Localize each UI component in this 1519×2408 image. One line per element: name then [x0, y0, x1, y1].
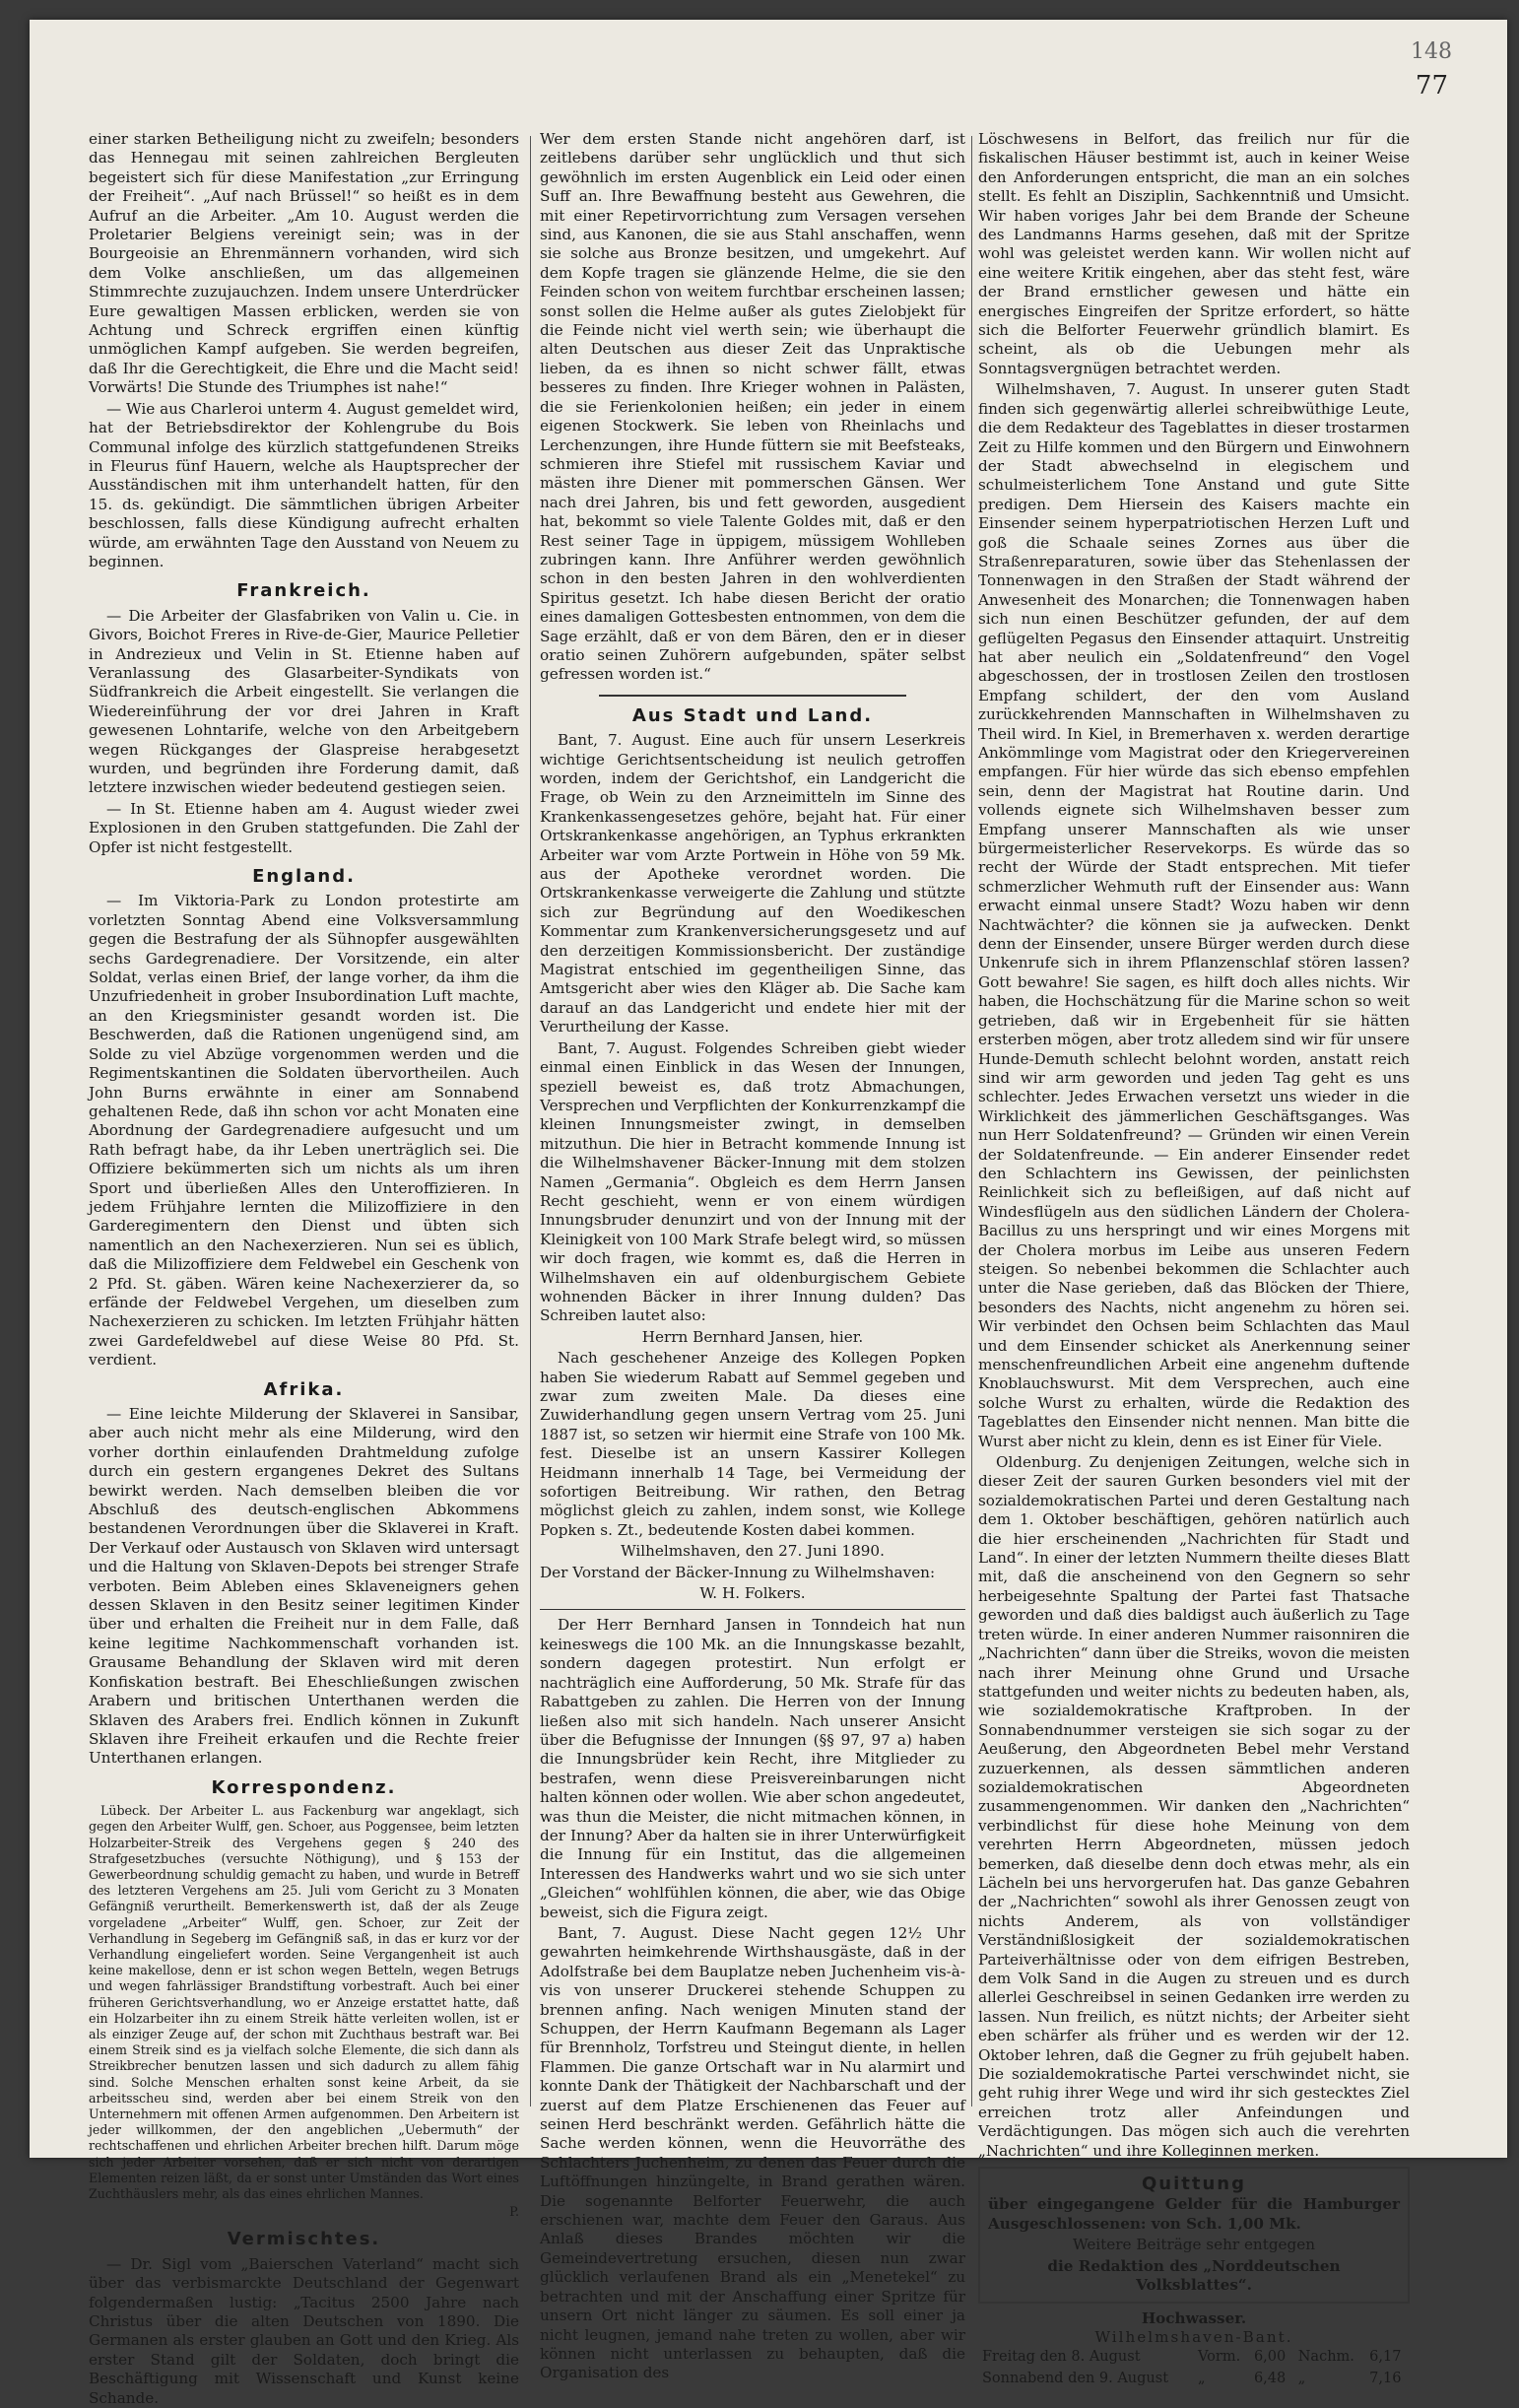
tide-value: 7,16	[1369, 2370, 1402, 2386]
tide-table	[978, 2347, 1410, 2389]
column-middle	[540, 130, 965, 2382]
tide-label: „	[1198, 2370, 1206, 2386]
receipt-box	[978, 2167, 1410, 2303]
article-text: — Eine leichte Milderung der Sklaverei in Sansibar, aber auch nicht mehr als eine Milderung, wird den vorher dorthin einlaufenden Drahtmeldung zufolge durch ein gestern ergangenes Dekret des Sultans bewirkt werden. Nach demselben bleiben die vor Abschluß des deutsch-englischen Abkommens bestandenen Verordnungen über die Sklaverei in Kraft. Der Verkauf oder Austausch von Sklaven wird untersagt und die Haltung von Sklaven-Depots bei strenger Strafe verboten. Beim Ableben eines Sklaveneigners gehen dessen Sklaven in den Besitz seiner legitimen Kinder über und erhalten die Freiheit nur in dem Falle, daß keine legitime Nachkommenschaft vorhanden ist. Grausame Behandlung der Sklaven wird mit deren Konfiskation bestraft. Bei Eheschließungen zwischen Arabern und britischen Unterthanen werden die Sklaven des Arabers frei. Endlich können in Zukunft Sklaven ihre Freiheit erkaufen und die Rechte freier Unterthanen erlangen.	[89, 1405, 519, 1768]
correspondence-block	[89, 1803, 519, 2220]
column-left	[89, 130, 519, 2407]
author-initial: P.	[509, 2204, 519, 2220]
tide-value: 6,48	[1253, 2370, 1287, 2386]
receipt-heading: Quittung	[1141, 2174, 1246, 2195]
letter-date: Wilhelmshaven, den 27. Juni 1890.	[621, 1542, 885, 1561]
section-heading-afrika: Afrika.	[263, 1378, 345, 1400]
section-heading-vermischtes: Vermischtes.	[227, 2229, 381, 2250]
tide-row	[978, 2347, 1410, 2368]
tide-value: 6,17	[1369, 2349, 1402, 2366]
column-rule	[971, 136, 972, 2107]
article-text: Bant, 7. August. Eine auch für unsern Leserkreis wichtige Gerichtsentscheidung ist neulich getroffen worden, indem der Gerichtshof, ein Landgericht die Frage, ob Wein zu den Arzneimitteln im Sinne des Krankenkassengesetzes gehöre, bejaht hat. Für einer Ortskrankenkasse angehörigen, an Typhus erkrankten Arbeiter war vom Arzte Portwein in Höhe von 59 Mk. aus der Apotheke verordnet worden. Die Ortskrankenkasse verweigerte die Zahlung und stützte sich zur Begründung auf den Woedikeschen Kommentar zum Krankenversicherungsgesetz und auf den derzeitigen Kommissionsbericht. Der zuständige Magistrat entschied im gegentheiligen Sinne, das Amtsgericht aber wies den Kläger ab. Die Sache kam darauf an das Landgericht und endete hier mit der Verurtheilung der Kasse.	[540, 731, 965, 1037]
section-heading-stadt-und-land: Aus Stadt und Land.	[631, 704, 874, 726]
receipt-line: über eingegangene Gelder für die Hamburger Ausgeschlossenen: von Sch. 1,00 Mk.	[988, 2195, 1400, 2233]
page-corner-mark: 148	[1411, 39, 1452, 64]
article-text: Löschwesens in Belfort, das freilich nur für die fiskalischen Häuser bestimmt ist, auch in keiner Weise den Anforderungen entspricht, die man an ein solches stellt. Es fehlt an Disziplin, Sachkenntniß und Umsicht. Wir haben voriges Jahr bei dem Brande der Scheune des Landmanns Harms gesehen, daß mit der Spritze wohl was geleistet werden kann. Wir wollen nicht auf eine weitere Kritik eingehen, aber das steht fest, wäre der Brand ernstlicher gewesen und hätte ein energisches Eingreifen der Spritze erfordert, so hätte sich die Belforter Feuerwehr gründlich blamirt. Es scheint, als ob die Uebungen mehr als Sonntagsvergnügen betrachtet werden.	[978, 130, 1410, 377]
article-text: Lübeck. Der Arbeiter L. aus Fackenburg war angeklagt, sich gegen den Arbeiter Wulff, gen. Schoer, aus Poggensee, beim letzten Holzarbeiter-Streik des Vergehens gegen § 240 des Strafgesetzbuches (versuchte Nöthigung), und § 153 der Gewerbeordnung schuldig gemacht zu haben, und wurde in Betreff des letzteren Vergehens am 25. Juli vom Gericht zu 3 Monaten Gefängniß verurtheilt. Bemerkenswerth ist, daß der als Zeuge vorgeladene „Arbeiter“ Wulff, gen. Schoer, zur Zeit der Verhandlung in Segeberg im Gefängniß saß, in das er kurz vor der Verhandlung eingeliefert worden. Seine Vergangenheit ist auch keine makellose, denn er ist schon wegen Betteln, wegen Betrugs und wegen fahrlässiger Brandstiftung vorbestraft. Auch bei einer früheren Gerichtsverhandlung, wo er Anzeige erstattet hatte, daß ein Holzarbeiter ihn zu einem Streik hätte verleiten wollen, ist er als einziger Zeuge auf, der schon mit Zuchthaus bestraft war. Bei einem Streik sind es ja vielfach solche Elemente, die sich dann als Streikbrecher benutzen lassen und sich dadurch zu allem fähig sind. Solche Menschen erhalten sonst keine Arbeit, da sie arbeitsscheu sind, werden aber bei einem Streik von den Unternehmern mit offenen Armen aufgenommen. Den Arbeitern ist jeder willkommen, der den angeblichen „Uebermuth“ der rechtschaffenen und ehrlichen Arbeiter brechen hilft. Darum möge sich jeder Arbeiter vorsehen, daß er sich nicht von derartigen Elementen reizen läßt, da er sonst unter Umständen das Wort eines Zuchthäuslers mehr, als das eines ehrlichen Mannes.	[89, 1803, 519, 2201]
page-number: 77	[1415, 71, 1448, 100]
letter-body: Nach geschehener Anzeige des Kollegen Popken haben Sie wiederum Rabatt auf Semmel gegeben und zwar zum zweiten Male. Da dieses eine Zuwiderhandlung gegen unsern Vertrag vom 25. Juni 1887 ist, so setzen wir hiermit eine Strafe von 100 Mk. fest. Dieselbe ist an unsern Kassirer Kollegen Heidmann innerhalb 14 Tage, bei Vermeidung der sofortigen Beitreibung. Wir rathen, den Betrag möglichst gleich zu zahlen, indem sonst, wie Kollege Popken s. Zt., bedeutende Kosten dabei kommen.	[540, 1349, 965, 1539]
column-right	[978, 130, 1410, 2386]
article-text: — Die Arbeiter der Glasfabriken von Valin u. Cie. in Givors, Boichot Freres in Rive-de-Gier, Maurice Pelletier in Andrezieux und Velin in St. Etienne haben auf Veranlassung des Glasarbeiter-Syndikats von Südfrankreich die Arbeit eingestellt. Sie verlangen die Wiedereinführung der vor drei Jahren in Kraft gewesenen Lohntarife, welche von den Arbeitgebern wegen Rückganges der Glaspreise herabgesetzt wurden, und begründen ihre Forderung damit, daß letztere inzwischen wieder bedeutend gestiegen seien.	[89, 606, 519, 797]
letter-addressee: Herrn Bernhard Jansen, hier.	[641, 1327, 864, 1346]
tide-label: Vorm.	[1198, 2349, 1241, 2366]
article-text: Wilhelmshaven, 7. August. In unserer guten Stadt finden sich gegenwärtig allerlei schreibwüthige Leute, die dem Redakteur des Tageblattes in dieser trostarmen Zeit zu Hilfe kommen und den Bürgern und Einwohnern der Stadt abwechselnd in elegischem und schulmeisterlichem Tone Anstand und gute Sitte predigen. Dem Hiersein des Kaisers machte ein Einsender seinem hyperpatriotischen Herzen Luft und goß die Schaale seines Zornes aus über die Straßenreparaturen, sowie über das Stehenlassen der Tonnenwagen in den Straßen der Stadt während der Anwesenheit des Monarchen; die Tonnenwagen haben sich nun einen Beschützer gefunden, der auf dem geflügelten Pegasus den Einsender attaquirt. Unstreitig hat aber neulich ein „Soldatenfreund“ den Vogel abgeschossen, der in trostlosen Zeilen den trostlosen Empfang schildert, der den vom Ausland zurückkehrenden Mannschaften in Wilhelmshaven zu Theil wird. In Kiel, in Bremerhaven x. werden derartige Ankömmlinge vom Magistrat oder den Kriegervereinen empfangen. Für hier würde das sich ebenso empfehlen sein, denn der Magistrat hat Routine darin. Und vollends eignete sich Wilhelmshaven besser zum Empfang unserer Mannschaften als wie unser bürgermeisterlicher Reservekorps. Es würde das so recht der Würde der Stadt entsprechen. Mit tiefer schmerzlicher Wehmuth ruft der Einsender aus: Wann erwacht einmal unsere Stadt? Wozu haben wir denn Nachtwächter? die können sie ja aufwecken. Denkt denn der Einsender, unsere Bürger werden durch diese Unkenrufe sich in ihrem Pflanzenschlaf stören lassen? Gott bewahre! Sie sagen, es hilft doch alles nichts. Wir haben, die Hochschätzung für die Marine schon so weit getrieben, daß wir in Ergebenheit für sie hätten ersterben mögen, aber trotz alledem sind wir für unsere Hunde-Demuth schlecht belohnt worden, anstatt reich sind wir arm geworden und jeden Tag geht es uns schlechter. Jedes Erwachen versetzt uns wieder in die Wirklichkeit des jämmerlichen Geschäftsganges. Was nun Herr Soldatenfreund? — Gründen wir einen Verein der Soldatenfreunde. — Ein anderer Einsender redet den Schlachtern ins Gewissen, der peinlichsten Reinlichkeit sich zu befleißigen, auf daß nicht auf Windesflügeln aus den südlichen Ländern der Cholera-Bacillus zu uns herspringt und wir eines Morgens mit der Cholera morbus im Leibe aus unseren Federn steigen. So nebenbei bekommen die Schlachter auch unter die Nase gerieben, daß das Blöcken der Thiere, besonders des Nachts, nicht angenehm zu hören sei. Wir verbindet den Ochsen beim Schlachten das Maul und dem Einsender schicket als Anerkennung seiner menschenfreundlichen Arbeit eine angenehm duftende Knoblauchswurst. Mit dem Versprechen, auch eine solche Wurst zu erhalten, würde die Redaktion des Tageblattes den Einsender nicht nennen. Man bitte die Wurst aber nicht zu klein, denn es ist Einer für Viele.	[978, 380, 1410, 1450]
article-text: einer starken Betheiligung nicht zu zweifeln; besonders das Hennegau mit seinen zahlreichen Bergleuten begeistert sich für diese Manifestation „zur Erringung der Freiheit“. „Auf nach Brüssel!“ so heißt es in dem Aufruf an die Arbeiter. „Am 10. August werden die Proletarier Belgiens vereinigt sein; was in der Bourgeoisie an Ehrenmännern vorhanden, wird sich dem Volke anschließen, um das allgemeinen Stimmrechte zuzujauchzen. Indem unsere Unterdrücker Eure gewaltigen Massen erblicken, werden sie von Achtung und Schreck ergriffen einen künftig unmöglichen Kampf aufgeben. Sie werden begreifen, daß Ihr die Gerechtigkeit, die Ehre und die Macht seid! Vorwärts! Die Stunde des Triumphes ist nahe!“	[89, 130, 519, 397]
tide-label: „	[1297, 2370, 1306, 2386]
tide-label: Nachm.	[1297, 2349, 1354, 2366]
tide-day: Sonnabend den 9. August	[982, 2370, 1169, 2386]
receipt-line: Weitere Beiträge sehr entgegen	[1072, 2236, 1316, 2254]
divider	[599, 695, 906, 697]
article-text: Bant, 7. August. Folgendes Schreiben giebt wieder einmal einen Einblick in das Wesen der Innungen, speziell beweist es, daß trotz Abmachungen, Versprechen und Verpflichten der Konkurrenzkampf die kleinen Innungsmeister zwingt, in demselben mitzuthun. Die hier in Betracht kommende Innung ist die Wilhelmshavener Bäcker-Innung mit dem stolzen Namen „Germania“. Obgleich es dem Herrn Jansen Recht geschieht, wenn er von einem würdigen Innungsbruder denunzirt und von der Innung mit der Kleinigkeit von 100 Mark Strafe belegt wird, so müssen wir doch fragen, wie kommt es, daß die Herren in Wilhelmshaven ein auf oldenburgischem Gebiete wohnenden Bäcker in ihrer Innung dulden? Das Schreiben lautet also:	[540, 1038, 965, 1325]
article-text: — Wie aus Charleroi unterm 4. August gemeldet wird, hat der Betriebsdirektor der Kohlengrube du Bois Communal infolge des kürzlich stattgefundenen Streiks in Fleurus fünf Hauern, welche als Hauptsprecher der Ausständischen mit ihm unterhandelt hatten, für den 15. ds. gekündigt. Die sämmtlichen übrigen Arbeiter beschlossen, falls diese Kündigung aufrecht erhalten würde, am erwähnten Tage den Ausstand von Neuem zu beginnen.	[89, 399, 519, 570]
section-heading-korrespondenz: Korrespondenz.	[211, 1776, 397, 1798]
column-rule	[530, 136, 531, 2107]
tide-row	[978, 2369, 1410, 2389]
tide-place: Wilhelmshaven-Bant.	[1094, 2327, 1293, 2346]
receipt-line: die Redaktion des „Norddeutschen Volksblattes“.	[1047, 2256, 1341, 2295]
article-text: Wer dem ersten Stande nicht angehören darf, ist zeitlebens darüber sehr unglücklich und thut sich gewöhnlich im ersten Augenblick ein Leid oder einen Suff an. Ihre Bewaffnung besteht aus Gewehren, die mit einer Repetirvorrichtung zum Versagen versehen sind, aus Kanonen, die sie aus Stahl anschaffen, wenn sie solche aus Bronze besitzen, und umgekehrt. Auf dem Kopfe tragen sie glänzende Helme, die sie den Feinden schon von weitem furchtbar erscheinen lassen; sonst sollen die Helme außer als gutes Zielobjekt für die Feinde nicht viel werth sein; wie überhaupt die alten Deutschen aus dieser Zeit das Unpraktische lieben, da es ihnen so nicht schwer fällt, etwas besseres zu finden. Ihre Krieger wohnen in Palästen, die sie Ferienkolonien heißen; ein jeder in einem eigenen Stockwerk. Sie leben von Rheinlachs und Lerchenzungen, ihre Hunde füttern sie mit Beefsteaks, schmieren ihre Stiefel mit russischem Kaviar und mästen ihre Diener mit pommerschen Gänsen. Wer nach drei Jahren, bis und fett geworden, ausgedient hat, bekommt so viele Talente Goldes mit, daß er den Rest seiner Tage in üppigem, müssigem Wohlleben zubringen kann. Ihre Anführer werden gewöhnlich schon in den besten Jahren in den wohlverdienten Spiritus gesetzt. Ich habe diesen Bericht der oratio eines damaligen Gottesbesten entnommen, von dem die Sage erzählt, daß er von dem Bären, den er in dieser oratio seinen Zuhörern aufgebunden, später selbst gefressen worden ist.“	[540, 130, 965, 684]
tide-value: 6,00	[1253, 2349, 1287, 2366]
letter-signature: W. H. Folkers.	[699, 1584, 806, 1603]
letter-sender: Der Vorstand der Bäcker-Innung zu Wilhelmshaven:	[540, 1563, 936, 1581]
article-text: Bant, 7. August. Diese Nacht gegen 12½ Uhr gewahrten heimkehrende Wirthshausgäste, daß in der Adolfstraße bei dem Bauplatze neben Juchenheim vis-à-vis von unserer Druckerei stehende Schuppen zu brennen anfing. Nach wenigen Minuten stand der Schuppen, der Herrn Kaufmann Begemann als Lager für Brennholz, Torfstreu und Steingut diente, in hellen Flammen. Die ganze Ortschaft war in Nu alarmirt und konnte Dank der Thätigkeit der Nachbarschaft und der zuerst auf dem Platze Erschienenen das Feuer auf seinen Herd beschränkt werden. Gefährlich hätte die Sache werden können, wenn die Heuvorräthe des Schlachters Juchenheim, zu denen das Feuer durch die Luftöffnungen hinzüngelte, in Brand gerathen wären. Die sogenannte Belforter Feuerwehr, die auch erschienen war, machte dem Feuer den Garaus. Aus Anlaß dieses Brandes möchten wir die Gemeindevertretung ersuchen, diesen nun zwar glücklich verlaufenen Brand als ein „Menetekel“ zu betrachten und mit der Anschaffung einer Spritze für unsern Ort nicht länger zu säumen. Es soll einer ja nicht leugnen, jemand nahe treten zu wollen, aber wir können nicht unterlassen zu behaupten, daß die Organisation des	[540, 1923, 965, 2382]
article-text: — Im Viktoria-Park zu London protestirte am vorletzten Sonntag Abend eine Volksversammlung gegen die Bestrafung der als Sühnopfer ausgewählten sechs Gardegrenadiere. Der Vorsitzende, ein alter Soldat, verlas einen Brief, der lange vorher, da ihm die Unzufriedenheit in grober Insubordination Luft machte, an den Kriegsminister gesandt worden ist. Die Beschwerden, daß die Rationen ungenügend sind, am Solde zu viel Abzüge vorgenommen werden und die Regimentskantinen die Soldaten übervortheilen. Auch John Burns erwähnte in einer am Sonnabend gehaltenen Rede, daß ihn schon vor acht Monaten eine Abordnung der Gardegrenadiere aufgesucht und um Rath befragt habe, da ihr Leben unerträglich sei. Die Offiziere bekümmerten sich um nichts als um ihren Sport und überließen Alles den Unteroffizieren. In jedem Frühjahre lernten die Milizoffiziere in den Garderegimentern den Dienst und übten sich namentlich an den Nachexerzieren. Nun sei es üblich, daß die Milizoffiziere dem Feldwebel ein Geschenk von 2 Pfd. St. gäben. Wären keine Nachexerzierer da, so erfände der Feldwebel Vergehen, um dieselben zum Nachexerzieren zu schicken. Im letzten Frühjahr hätten zwei Gardefeldwebel auf diese Weise 80 Pfd. St. verdient.	[89, 892, 519, 1370]
newspaper-page	[30, 20, 1507, 2407]
article-text: — Dr. Sigl vom „Baierschen Vaterland“ macht sich über das verbismarckte Deutschland der Gegenwart folgendermaßen lustig: „Tacitus 2500 Jahre nach Christus über die alten Deutschen von 1890. Die Germanen als erster glauben an Gott und den Krieg. Als erster Stand gilt der Soldaten, doch bringt die Beschäftigung mit Wissenschaft und Kunst keine Schande.	[89, 2254, 519, 2407]
article-text: — In St. Etienne haben am 4. August wieder zwei Explosionen in den Gruben stattgefunden. Die Zahl der Opfer ist nicht festgestellt.	[89, 799, 519, 856]
article-text: Oldenburg. Zu denjenigen Zeitungen, welche sich in dieser Zeit der sauren Gurken besonders viel mit der sozialdemokratischen Partei und deren Gestaltung nach dem 1. Oktober beschäftigen, gehören natürlich auch die hier erscheinenden „Nachrichten für Stadt und Land“. In einer der letzten Nummern theilte dieses Blatt mit, daß die anscheinend von den Gegnern so sehr herbeigesehnte Spaltung der Partei fast Thatsache geworden und daß dies baldigst auch äußerlich zu Tage treten würde. In einer anderen Nummer raisonniren die „Nachrichten“ dann über die Streiks, wovon die meisten nach ihrer Meinung ohne Grund und Ursache stattgefunden und weiter nichts zu bedeuten haben, als, wie sozialdemokratische Kraftproben. In der Sonnabendnummer versteigen sie sich sogar zu der Aeußerung, den Abgeordneten Bebel mehr Verstand zuzuerkennen, als dessen sämmtlichen anderen sozialdemokratischen Abgeordneten zusammengenommen. Wir danken den „Nachrichten“ verbindlichst für diese hohe Meinung von dem verehrten Herrn Abgeordneten, müssen jedoch bemerken, daß dieselbe denn doch etwas mehr, als ein Lächeln bei uns hervorgerufen hat. Das ganze Gebahren der „Nachrichten“ sowohl als ihrer Genossen zeugt von nichts Anderem, als von vollständiger Verständnißlosigkeit der sozialdemokratischen Parteiverhältnisse oder von dem eifrigen Bestreben, dem Volk Sand in die Augen zu streuen und es durch allerlei Geschreibsel in seinen Gedanken irre werden zu lassen. Nun freilich, es nützt nichts; der Arbeiter sieht eben schärfer als früher und es werden wir der 12. Oktober lehren, daß die Gegner zu früh gejubelt haben. Die sozialdemokratische Partei verschwindet nicht, sie geht ruhig ihrer Wege und wird ihr sich gestecktes Ziel erreichen trotz aller Anfeindungen und Verdächtigungen. Das mögen sich auch die verehrten „Nachrichten“ und ihre Kolleginnen merken.	[978, 1453, 1410, 2160]
divider	[540, 1609, 965, 1610]
article-text: Der Herr Bernhard Jansen in Tonndeich hat nun keineswegs die 100 Mk. an die Innungskasse bezahlt, sondern dagegen protestirt. Nun erfolgt er nachträglich eine Aufforderung, 50 Mk. Strafe für das Rabattgeben zu zahlen. Die Herren von der Innung ließen also mit sich handeln. Nach unserer Ansicht über die Befugnisse der Innungen (§§ 97, 97 a) haben die Innungsbrüder kein Recht, ihre Mitglieder zu bestrafen, wenn diese Preisvereinbarungen nicht halten können oder wollen. Wie aber schon angedeutet, was thun die Meister, die nicht mitmachen können, in der Innung? Aber da halten sie in ihrer Unterwürfigkeit die Innung für ein Institut, das die allgemeinen Interessen des Handwerks wahrt und wo sie sich unter „Gleichen“ wohlfühlen können, die aber, wie das Obige beweist, sich die Figura zeigt.	[540, 1616, 965, 1921]
tide-day: Freitag den 8. August	[982, 2349, 1141, 2366]
section-heading-frankreich: Frankreich.	[236, 580, 371, 602]
section-heading-england: England.	[252, 866, 356, 888]
tide-heading: Hochwasser.	[1141, 2308, 1247, 2327]
